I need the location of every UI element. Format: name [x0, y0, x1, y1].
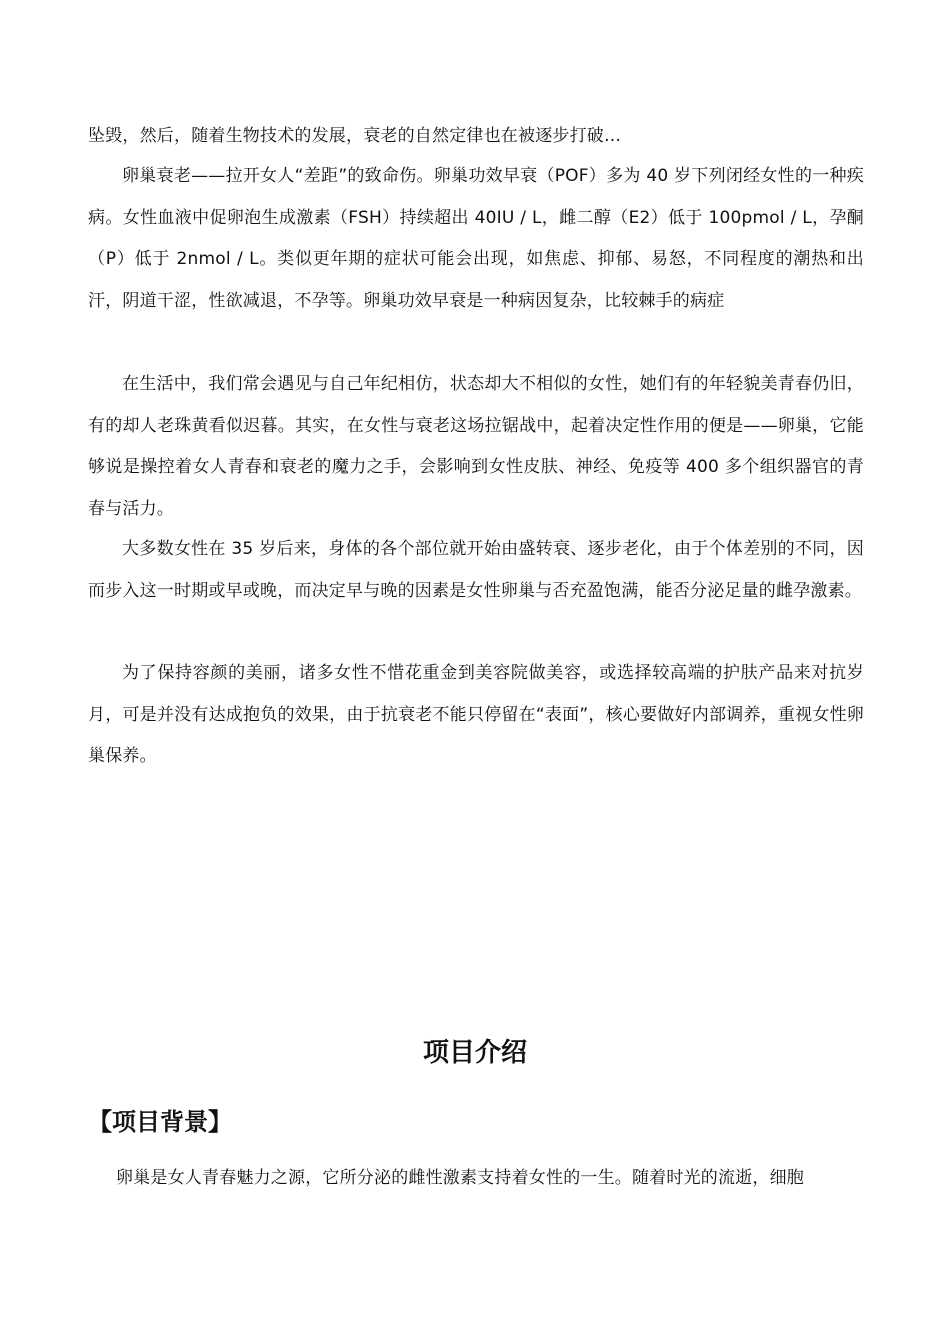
paragraph-age-35: 大多数女性在 35 岁后来，身体的各个部位就开始由盛转衰、逐步老化，由于个体差别的不同，因而步入这一时期或早或晚，而决定早与晚的因素是女性卵巢与否充盈饱满，能否分泌足量的雌孕激素。	[88, 539, 864, 601]
paragraph-daily-life: 在生活中，我们常会遇见与自己年纪相仿，状态却大不相似的女性，她们有的年轻貌美青春仍旧，有的却人老珠黄看似迟暮。其实，在女性与衰老这场拉锯战中，起着决定性作用的便是——卵巢，它能够说是操控着女人青春和衰老的魔力之手，会影响到女性皮肤、神经、免疫等 400 多个组织器官的青春与活力。	[88, 374, 864, 519]
paragraph-project-background: 卵巢是女人青春魅力之源，它所分泌的雌性激素支持着女性的一生。随着时光的流逝，细胞	[116, 1168, 804, 1188]
sub-heading-project-background: 【项目背景】	[88, 1108, 232, 1136]
paragraph-beauty-care: 为了保持容颜的美丽，诸多女性不惜花重金到美容院做美容，或选择较高端的护肤产品来对抗岁月，可是并没有达成抱负的效果，由于抗衰老不能只停留在“表面”，核心要做好内部调养，重视女性卵巢保养。	[88, 663, 864, 766]
paragraph-ovarian-aging: 卵巢衰老——拉开女人“差距”的致命伤。卵巢功效早衰（POF）多为 40 岁下列闭经女性的一种疾病。女性血液中促卵泡生成激素（FSH）持续超出 40IU / L，雌二醇（E2）低于 100pmol / L，孕酮（P）低于 2nmol / L。类似更年期的症状可能会出现，如焦虑、抑郁、易怒，不同程度的潮热和出汗，阴道干涩，性欲减退，不孕等。卵巢功效早衰是一种病因复杂，比较棘手的病症	[88, 166, 864, 311]
paragraph-intro-continuation: 坠毁，然后，随着生物技术的发展，衰老的自然定律也在被逐步打破…	[88, 126, 622, 146]
section-title: 项目介绍	[422, 1038, 527, 1068]
